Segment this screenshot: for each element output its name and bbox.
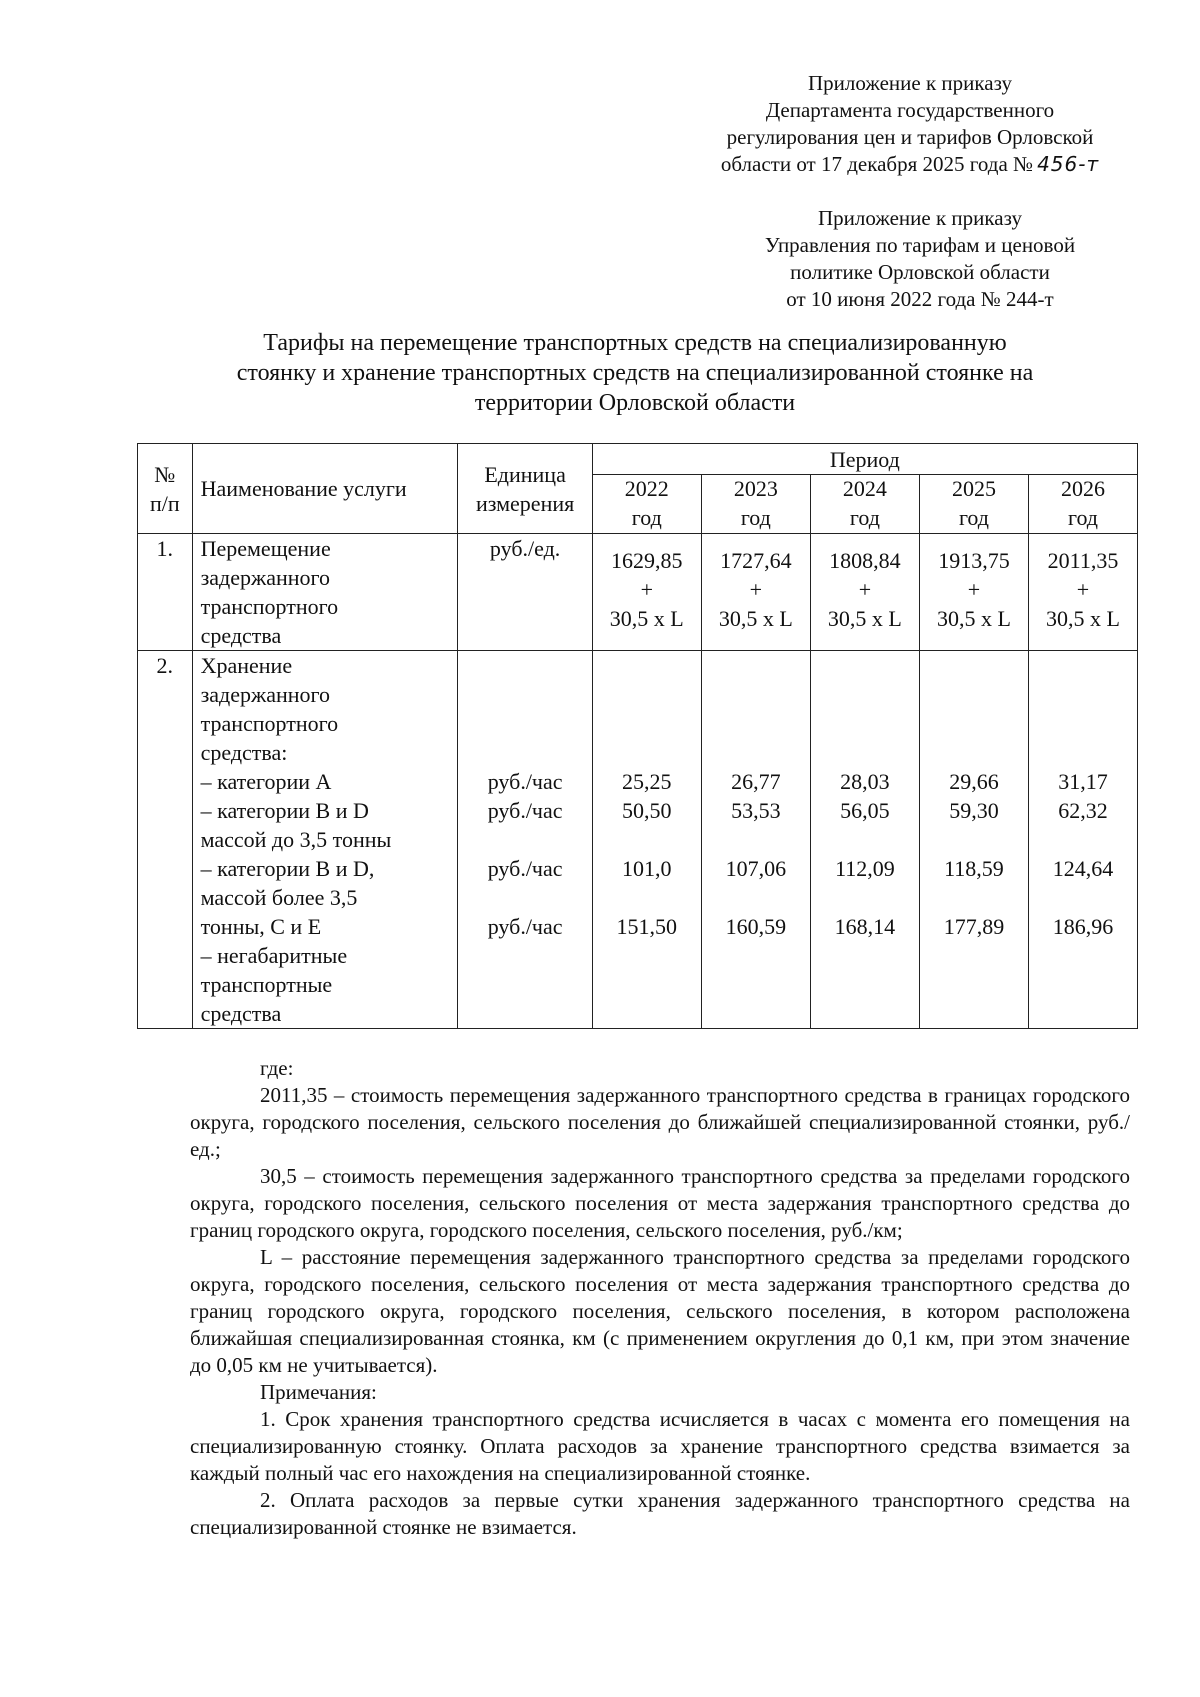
table-row xyxy=(138,651,1138,1029)
tariff-value: 25,25 50,50 101,0 151,50 xyxy=(592,651,701,1029)
col-header-year: 2023 год xyxy=(701,475,810,534)
tariff-value: 26,77 53,53 107,06 160,59 xyxy=(701,651,810,1029)
tariff-value: 1913,75 + 30,5 x L xyxy=(919,534,1028,651)
title-line: стоянку и хранение транспортных средств на специализированной стоянке на xyxy=(236,360,1034,386)
tariff-value: 1808,84 + 30,5 x L xyxy=(810,534,919,651)
row-number: 2. xyxy=(138,651,193,1029)
tariff-value: 2011,35 + 30,5 x L xyxy=(1029,534,1138,651)
note-paragraph: L – расстояние перемещения задержанного транспортного средства за пределами городского округа, городского поселения, сельского поселения от места задержания транспортного средства до границ городского округа, городского поселения, сельского поселения, в котором расположена ближайшая специализированная стоянка, км (с применением округления до 0,1 км, при этом значение до 0,05 км не учитывается). xyxy=(190,1245,1130,1377)
col-header-unit: Единица измерения xyxy=(458,444,592,534)
table-header-row xyxy=(138,444,1138,475)
service-name: Хранение задержанного транспортного средства: – категории А – категории В и D массой до 3,5 тонны – категории В и D, массой более 3,5 тонны, С и Е – негабаритные транспортные средства xyxy=(192,651,458,1029)
col-header-period: Период xyxy=(592,444,1137,475)
document-title xyxy=(140,328,1130,418)
header-line: Приложение к приказу xyxy=(808,71,1012,95)
handwritten-order-number: 456-т xyxy=(1037,152,1100,176)
unit-of-measure: руб./час руб./час руб./час руб./час xyxy=(458,651,592,1029)
unit-of-measure: руб./ед. xyxy=(458,534,592,651)
header-line: политике Орловской области xyxy=(790,260,1050,284)
note-paragraph: 30,5 – стоимость перемещения задержанного транспортного средства за пределами городского округа, городского поселения, сельского поселения от места задержания транспортного средства до границ городского округа, городского поселения, сельского поселения, руб./км; xyxy=(190,1164,1130,1242)
title-line: территории Орловской области xyxy=(474,390,796,416)
col-header-year: 2026 год xyxy=(1029,475,1138,534)
tariffs-table xyxy=(137,443,1138,1029)
tariff-value: 1629,85 + 30,5 x L xyxy=(592,534,701,651)
header-line: области от 17 декабря 2025 года № 456-т xyxy=(720,152,1100,176)
tariff-value: 28,03 56,05 112,09 168,14 xyxy=(810,651,919,1029)
tariff-value: 31,17 62,32 124,64 186,96 xyxy=(1029,651,1138,1029)
table-row xyxy=(138,534,1138,651)
title-line: Тарифы на перемещение транспортных средств на специализированную xyxy=(263,330,1007,356)
tariff-value: 1727,64 + 30,5 x L xyxy=(701,534,810,651)
col-header-year: 2025 год xyxy=(919,475,1028,534)
remarks-heading: Примечания: xyxy=(260,1380,377,1404)
tariff-value: 29,66 59,30 118,59 177,89 xyxy=(919,651,1028,1029)
header-line: Департамента государственного xyxy=(765,98,1055,122)
service-name: Перемещение задержанного транспортного средства xyxy=(192,534,458,651)
header-line: Приложение к приказу xyxy=(818,206,1022,230)
note-paragraph: 2011,35 – стоимость перемещения задержанного транспортного средства в границах городского округа, городского поселения, сельского поселения до ближайшей специализированной стоянки, руб./ед.; xyxy=(190,1083,1130,1161)
remark-paragraph: 1. Срок хранения транспортного средства исчисляется в часах с момента его помещения на специализированную стоянку. Оплата расходов за хранение транспортного средства взимается за каждый полный час его нахождения на специализированной стоянке. xyxy=(190,1407,1130,1485)
header-line: Управления по тарифам и ценовой xyxy=(764,233,1076,257)
remark-paragraph: 2. Оплата расходов за первые сутки хранения задержанного транспортного средства на специализированной стоянке не взимается. xyxy=(190,1488,1130,1539)
header-line: от 10 июня 2022 года № 244-т xyxy=(786,287,1054,311)
appendix-header-department xyxy=(690,70,1130,178)
col-header-number: № п/п xyxy=(138,444,193,534)
row-number: 1. xyxy=(138,534,193,651)
col-header-service: Наименование услуги xyxy=(192,444,458,534)
col-header-year: 2024 год xyxy=(810,475,919,534)
col-header-year: 2022 год xyxy=(592,475,701,534)
header-line: регулирования цен и тарифов Орловской xyxy=(726,125,1094,149)
where-label: где: xyxy=(260,1056,294,1080)
notes-section xyxy=(190,1055,1130,1541)
appendix-header-administration xyxy=(720,205,1120,313)
